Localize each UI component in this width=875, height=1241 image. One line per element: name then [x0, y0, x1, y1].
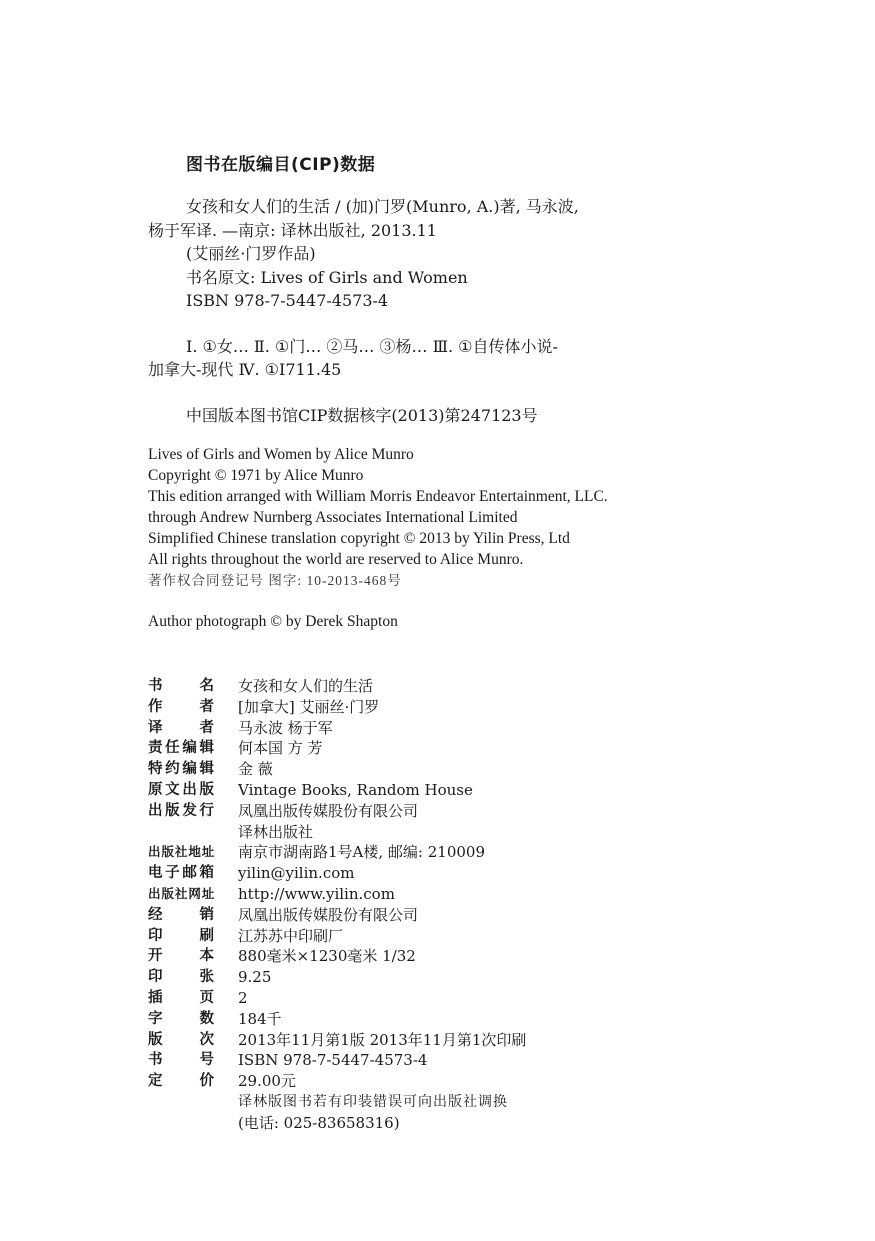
info-label: 字数 [148, 1010, 214, 1027]
info-label [148, 1113, 214, 1134]
info-value: [加拿大] 艾丽丝·门罗 [238, 697, 380, 716]
info-label: 作者 [148, 698, 214, 715]
info-value: 马永波 杨于军 [238, 718, 333, 737]
info-value: (电话: 025-83658316) [238, 1113, 400, 1132]
copyright-line: All rights throughout the world are reserved to Alice Munro. [148, 551, 524, 568]
info-label: 印张 [148, 969, 214, 986]
info-row [148, 842, 708, 863]
info-row [148, 1071, 708, 1092]
info-label: 特约编辑 [148, 761, 214, 778]
contract-registration: 著作权合同登记号 图字: 10-2013-468号 [148, 573, 402, 588]
info-value: 2013年11月第1版 2013年11月第1次印刷 [238, 1030, 527, 1049]
info-value: 译林出版社 [238, 822, 314, 841]
info-row [148, 738, 708, 759]
info-label: 书号 [148, 1052, 214, 1069]
info-value: 译林版图书若有印装错误可向出版社调换 [238, 1093, 508, 1110]
cip-number: 中国版本图书馆CIP数据核字(2013)第247123号 [186, 405, 538, 425]
info-value: 何本国 方 芳 [238, 739, 323, 758]
info-row [148, 967, 708, 988]
cip-series: (艾丽丝·门罗作品) [186, 244, 316, 263]
info-value: http://www.yilin.com [238, 884, 395, 903]
info-value: Vintage Books, Random House [238, 780, 473, 799]
info-value: 江苏苏中印刷厂 [238, 926, 344, 945]
info-label: 书名 [148, 678, 214, 694]
info-value: 184千 [238, 1009, 282, 1028]
info-row [148, 759, 708, 780]
publication-info [148, 676, 708, 1134]
info-row [148, 884, 708, 905]
info-row [148, 1030, 708, 1051]
copyright-notice [148, 444, 708, 632]
info-row [148, 946, 708, 967]
info-label: 定价 [148, 1073, 214, 1090]
cip-entry-line-1: 女孩和女人们的生活 / (加)门罗(Munro, A.)著, 马永波, [186, 197, 579, 216]
info-label: 责任编辑 [148, 740, 214, 757]
info-row [148, 988, 708, 1009]
info-value: 金 薇 [238, 760, 273, 779]
info-value: 29.00元 [238, 1072, 296, 1091]
info-label: 出版发行 [148, 802, 214, 819]
info-row [148, 905, 708, 926]
info-row [148, 926, 708, 947]
info-label: 开本 [148, 948, 214, 965]
info-row [148, 676, 708, 697]
info-value: 9.25 [238, 968, 272, 987]
info-row [148, 780, 708, 801]
copyright-line: Simplified Chinese translation copyright © 2013 by Yilin Press, Ltd [148, 530, 570, 547]
info-label [148, 1092, 214, 1113]
info-label: 出版社网址 [148, 885, 214, 901]
cip-title: 图书在版编目(CIP)数据 [186, 155, 376, 175]
info-label: 原文出版 [148, 781, 214, 798]
copyright-line: Lives of Girls and Women by Alice Munro [148, 446, 414, 463]
info-label [148, 822, 214, 843]
cip-original-title: 书名原文: Lives of Girls and Women [186, 267, 468, 287]
cip-subjects-line-1: Ⅰ. ①女… Ⅱ. ①门… ②马… ③杨… Ⅲ. ①自传体小说- [186, 336, 558, 356]
info-label: 译者 [148, 719, 214, 736]
info-value: ISBN 978-7-5447-4573-4 [238, 1051, 428, 1070]
info-value: 凤凰出版传媒股份有限公司 [238, 905, 419, 924]
info-value: 880毫米×1230毫米 1/32 [238, 947, 416, 966]
info-row [148, 1050, 708, 1071]
cip-record [148, 195, 668, 427]
info-value: 女孩和女人们的生活 [238, 677, 374, 695]
cip-subjects-line-2: 加拿大-现代 Ⅳ. ①I711.45 [148, 360, 342, 379]
info-label: 插页 [148, 989, 214, 1006]
info-row [148, 822, 708, 843]
info-value: yilin@yilin.com [238, 864, 355, 883]
photo-credit: Author photograph © by Derek Shapton [148, 613, 398, 630]
info-label: 电子邮箱 [148, 865, 214, 882]
info-row [148, 1113, 708, 1134]
info-row [148, 863, 708, 884]
info-row [148, 718, 708, 739]
info-value: 南京市湖南路1号A楼, 邮编: 210009 [238, 843, 485, 862]
info-row [148, 697, 708, 718]
info-label: 出版社地址 [148, 844, 214, 860]
info-value: 凤凰出版传媒股份有限公司 [238, 801, 419, 820]
info-label: 印刷 [148, 927, 214, 944]
info-label: 经销 [148, 906, 214, 923]
info-label: 版次 [148, 1031, 214, 1048]
copyright-line: Copyright © 1971 by Alice Munro [148, 467, 364, 484]
copyright-line: through Andrew Nurnberg Associates International Limited [148, 509, 518, 526]
cip-entry-line-2: 杨于军译. —南京: 译林出版社, 2013.11 [148, 220, 437, 240]
info-row [148, 801, 708, 822]
copyright-line: This edition arranged with William Morris Endeavor Entertainment, LLC. [148, 488, 608, 505]
info-row [148, 1092, 708, 1113]
info-row [148, 1009, 708, 1030]
cip-isbn: ISBN 978-7-5447-4573-4 [186, 291, 389, 310]
info-value: 2 [238, 988, 248, 1007]
